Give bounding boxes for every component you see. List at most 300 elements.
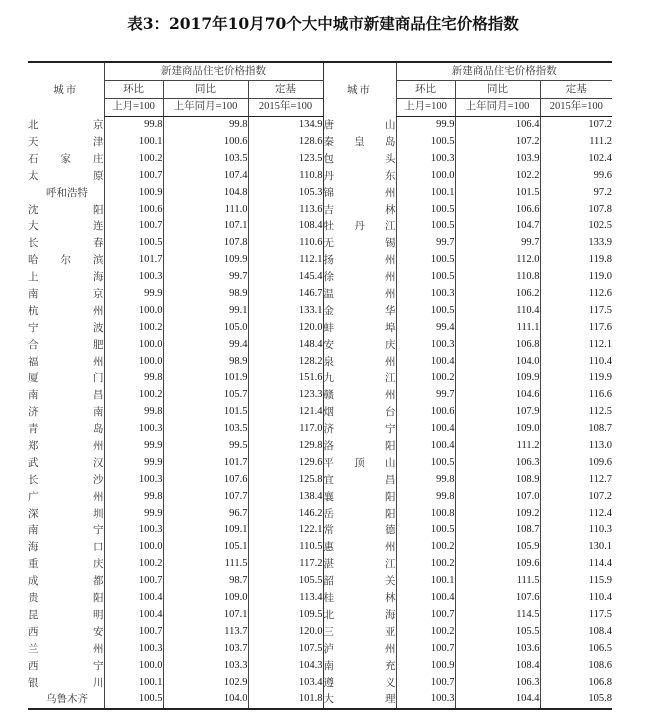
table-row <box>28 573 612 590</box>
yoy-value: 103.6 <box>455 640 540 657</box>
table-row <box>28 404 612 421</box>
mom-value: 99.9 <box>104 505 163 522</box>
table-row <box>28 640 612 657</box>
mom-value: 100.3 <box>396 150 455 167</box>
mom-value: 100.7 <box>104 218 163 235</box>
yoy-header: 同比 <box>163 80 248 98</box>
mom-value: 100.3 <box>396 691 455 709</box>
mom-value: 100.4 <box>396 353 455 370</box>
yoy-value: 111.1 <box>455 319 540 336</box>
city-name: 秦皇岛 <box>323 134 396 151</box>
city-name: 襄阳 <box>323 488 396 505</box>
mom-value: 100.1 <box>104 674 163 691</box>
base-value: 111.2 <box>540 134 612 151</box>
base-value: 148.4 <box>248 336 323 353</box>
price-index-table <box>28 61 612 710</box>
city-name: 福州 <box>28 355 104 368</box>
yoy-value: 107.8 <box>163 235 248 252</box>
yoy-value: 104.7 <box>455 218 540 235</box>
city-name: 扬州 <box>323 252 396 269</box>
city-name: 湛江 <box>323 556 396 573</box>
city-name: 合肥 <box>28 338 104 351</box>
base-value: 125.8 <box>248 471 323 488</box>
city-name: 三亚 <box>323 623 396 640</box>
city-name: 厦门 <box>28 372 104 385</box>
table-row <box>28 134 612 151</box>
base-value: 110.6 <box>248 235 323 252</box>
mom-value: 100.3 <box>396 336 455 353</box>
city-name: 西安 <box>28 625 104 638</box>
city-name: 济南 <box>28 406 104 419</box>
mom-value: 100.5 <box>396 454 455 471</box>
city-name: 南昌 <box>28 389 104 402</box>
table-row <box>28 150 612 167</box>
base-value: 108.4 <box>540 623 612 640</box>
mom-value: 100.7 <box>396 674 455 691</box>
base-value: 133.9 <box>540 235 612 252</box>
mom-value: 100.1 <box>396 184 455 201</box>
yoy-value: 96.7 <box>163 505 248 522</box>
table-row <box>28 235 612 252</box>
mom-value: 99.4 <box>396 319 455 336</box>
city-name: 赣州 <box>323 387 396 404</box>
yoy-value: 111.0 <box>163 201 248 218</box>
yoy-value: 104.8 <box>163 184 248 201</box>
yoy-value: 106.2 <box>455 286 540 303</box>
city-name: 太原 <box>28 169 104 182</box>
mom-value: 100.0 <box>104 302 163 319</box>
mom-value: 100.7 <box>396 640 455 657</box>
base-value: 117.0 <box>248 421 323 438</box>
city-name: 烟台 <box>323 404 396 421</box>
table-row <box>28 302 612 319</box>
mom-value: 100.9 <box>104 184 163 201</box>
city-name: 韶关 <box>323 573 396 590</box>
yoy-value: 109.1 <box>163 522 248 539</box>
base-value: 99.6 <box>540 167 612 184</box>
base-value: 116.6 <box>540 387 612 404</box>
base-value: 117.2 <box>248 556 323 573</box>
yoy-value: 108.9 <box>455 471 540 488</box>
base-value: 101.8 <box>248 691 323 709</box>
table-row <box>28 286 612 303</box>
base-value: 117.6 <box>540 319 612 336</box>
group-header: 新建商品住宅价格指数 <box>396 62 612 80</box>
city-name: 南宁 <box>28 524 104 537</box>
base-value: 119.8 <box>540 252 612 269</box>
base-value: 108.4 <box>248 218 323 235</box>
city-name: 哈尔滨 <box>28 254 104 267</box>
base-value: 97.2 <box>540 184 612 201</box>
city-name: 温州 <box>323 286 396 303</box>
mom-value: 100.0 <box>396 167 455 184</box>
city-name: 大理 <box>323 691 396 709</box>
mom-value: 100.5 <box>396 522 455 539</box>
city-name: 宁波 <box>28 321 104 334</box>
yoy-value: 103.3 <box>163 657 248 674</box>
city-name: 锦州 <box>323 184 396 201</box>
city-name: 无锡 <box>323 235 396 252</box>
city-name: 长沙 <box>28 473 104 486</box>
mom-value: 100.0 <box>104 539 163 556</box>
table-row <box>28 421 612 438</box>
base-base-header: 2015年=100 <box>248 98 323 116</box>
mom-value: 100.6 <box>396 404 455 421</box>
mom-value: 99.8 <box>104 116 163 133</box>
mom-value: 100.3 <box>104 640 163 657</box>
yoy-value: 105.5 <box>455 623 540 640</box>
base-value: 123.5 <box>248 150 323 167</box>
mom-header: 环比 <box>396 80 455 98</box>
base-value: 151.6 <box>248 370 323 387</box>
yoy-value: 109.2 <box>455 505 540 522</box>
city-name: 北海 <box>323 607 396 624</box>
base-value: 107.2 <box>540 116 612 133</box>
base-value: 112.1 <box>248 252 323 269</box>
yoy-value: 107.2 <box>455 134 540 151</box>
table-row <box>28 319 612 336</box>
yoy-value: 113.7 <box>163 623 248 640</box>
yoy-value: 100.6 <box>163 134 248 151</box>
mom-value: 99.8 <box>396 488 455 505</box>
yoy-value: 111.5 <box>163 556 248 573</box>
table-row <box>28 116 612 133</box>
yoy-value: 98.7 <box>163 573 248 590</box>
table-row <box>28 269 612 286</box>
mom-value: 100.3 <box>104 471 163 488</box>
base-value: 108.6 <box>540 657 612 674</box>
mom-value: 100.5 <box>396 302 455 319</box>
city-name: 包头 <box>323 150 396 167</box>
yoy-value: 105.0 <box>163 319 248 336</box>
yoy-value: 112.0 <box>455 252 540 269</box>
base-value: 120.0 <box>248 319 323 336</box>
city-name: 广州 <box>28 490 104 503</box>
mom-value: 100.2 <box>104 319 163 336</box>
base-value: 130.1 <box>540 539 612 556</box>
city-name: 丹东 <box>323 167 396 184</box>
table-row <box>28 539 612 556</box>
city-name: 兰州 <box>28 642 104 655</box>
mom-value: 100.3 <box>396 286 455 303</box>
mom-header: 环比 <box>104 80 163 98</box>
base-value: 133.1 <box>248 302 323 319</box>
base-value: 113.6 <box>248 201 323 218</box>
city-name: 昆明 <box>28 608 104 621</box>
city-name: 重庆 <box>28 558 104 571</box>
base-value: 113.4 <box>248 590 323 607</box>
base-value: 110.8 <box>248 167 323 184</box>
city-name: 武汉 <box>28 456 104 469</box>
table-row <box>28 590 612 607</box>
base-value: 117.5 <box>540 607 612 624</box>
mom-value: 100.3 <box>104 269 163 286</box>
base-value: 119.0 <box>540 269 612 286</box>
city-name: 常德 <box>323 522 396 539</box>
mom-value: 100.2 <box>396 370 455 387</box>
city-name: 金华 <box>323 302 396 319</box>
mom-value: 100.8 <box>396 505 455 522</box>
table-row <box>28 184 612 201</box>
yoy-value: 103.5 <box>163 421 248 438</box>
yoy-value: 107.4 <box>163 167 248 184</box>
table-title: 表3：2017年10月70个大中城市新建商品住宅价格指数 <box>127 14 519 33</box>
mom-value: 100.5 <box>396 134 455 151</box>
yoy-value: 104.0 <box>455 353 540 370</box>
table-row <box>28 471 612 488</box>
city-name: 成都 <box>28 575 104 588</box>
table-row <box>28 454 612 471</box>
mom-value: 99.8 <box>104 488 163 505</box>
yoy-value: 99.8 <box>163 116 248 133</box>
mom-value: 100.7 <box>104 167 163 184</box>
mom-value: 100.7 <box>396 607 455 624</box>
city-name: 平顶山 <box>323 454 396 471</box>
yoy-value: 111.2 <box>455 438 540 455</box>
city-name: 蚌埠 <box>323 319 396 336</box>
base-value: 112.5 <box>540 404 612 421</box>
yoy-value: 114.5 <box>455 607 540 624</box>
base-value: 102.5 <box>540 218 612 235</box>
table-row <box>28 370 612 387</box>
table-row <box>28 336 612 353</box>
base-value: 114.4 <box>540 556 612 573</box>
table-row <box>28 691 612 709</box>
yoy-value: 110.8 <box>455 269 540 286</box>
city-name: 沈阳 <box>28 203 104 216</box>
table-row <box>28 505 612 522</box>
base-value: 119.9 <box>540 370 612 387</box>
yoy-base-header: 上年同月=100 <box>163 98 248 116</box>
yoy-value: 106.3 <box>455 674 540 691</box>
yoy-value: 101.5 <box>455 184 540 201</box>
city-name: 惠州 <box>323 539 396 556</box>
yoy-header: 同比 <box>455 80 540 98</box>
yoy-value: 103.7 <box>163 640 248 657</box>
mom-value: 100.4 <box>396 438 455 455</box>
base-value: 146.2 <box>248 505 323 522</box>
yoy-value: 107.6 <box>163 471 248 488</box>
yoy-value: 99.5 <box>163 438 248 455</box>
yoy-value: 103.5 <box>163 150 248 167</box>
base-value: 102.4 <box>540 150 612 167</box>
yoy-value: 107.7 <box>163 488 248 505</box>
yoy-value: 107.9 <box>455 404 540 421</box>
mom-value: 99.8 <box>396 471 455 488</box>
mom-value: 99.9 <box>104 454 163 471</box>
base-value: 104.3 <box>248 657 323 674</box>
city-name: 石家庄 <box>28 152 104 165</box>
mom-value: 100.4 <box>104 607 163 624</box>
yoy-value: 108.7 <box>455 522 540 539</box>
mom-value: 100.3 <box>104 421 163 438</box>
yoy-value: 99.4 <box>163 336 248 353</box>
yoy-value: 102.2 <box>455 167 540 184</box>
base-value: 117.5 <box>540 302 612 319</box>
yoy-value: 106.4 <box>455 116 540 133</box>
mom-value: 100.7 <box>104 573 163 590</box>
base-value: 103.4 <box>248 674 323 691</box>
yoy-value: 99.7 <box>163 269 248 286</box>
base-header: 定基 <box>248 80 323 98</box>
yoy-value: 99.1 <box>163 302 248 319</box>
yoy-value: 103.9 <box>455 150 540 167</box>
city-name: 郑州 <box>28 440 104 453</box>
table-row <box>28 607 612 624</box>
yoy-value: 106.3 <box>455 454 540 471</box>
city-name: 遵义 <box>323 674 396 691</box>
mom-value: 100.5 <box>396 218 455 235</box>
base-value: 110.4 <box>540 353 612 370</box>
city-name: 宜昌 <box>323 471 396 488</box>
base-value: 145.4 <box>248 269 323 286</box>
base-value: 106.5 <box>540 640 612 657</box>
city-name: 天津 <box>28 136 104 148</box>
city-name: 大连 <box>28 220 104 233</box>
table-row <box>28 167 612 184</box>
mom-value: 99.8 <box>104 370 163 387</box>
mom-base-header: 上月=100 <box>104 98 163 116</box>
base-value: 120.0 <box>248 623 323 640</box>
base-value: 129.8 <box>248 438 323 455</box>
base-value: 105.5 <box>248 573 323 590</box>
yoy-value: 105.7 <box>163 387 248 404</box>
base-value: 107.5 <box>248 640 323 657</box>
city-name: 南京 <box>28 288 104 301</box>
city-name: 乌鲁木齐 <box>28 691 104 709</box>
mom-value: 99.7 <box>396 235 455 252</box>
base-value: 112.1 <box>540 336 612 353</box>
yoy-value: 104.6 <box>455 387 540 404</box>
city-name: 上海 <box>28 271 104 284</box>
base-value: 109.5 <box>248 607 323 624</box>
city-name: 徐州 <box>323 269 396 286</box>
mom-value: 100.2 <box>104 556 163 573</box>
yoy-value: 107.0 <box>455 488 540 505</box>
table-row <box>28 556 612 573</box>
base-value: 123.3 <box>248 387 323 404</box>
base-value: 110.5 <box>248 539 323 556</box>
mom-value: 100.1 <box>104 134 163 151</box>
base-value: 113.0 <box>540 438 612 455</box>
base-value: 138.4 <box>248 488 323 505</box>
city-name: 洛阳 <box>323 438 396 455</box>
mom-value: 100.2 <box>396 623 455 640</box>
mom-value: 100.0 <box>104 353 163 370</box>
yoy-value: 105.1 <box>163 539 248 556</box>
mom-value: 100.2 <box>104 387 163 404</box>
city-name: 泸州 <box>323 640 396 657</box>
mom-value: 100.2 <box>104 150 163 167</box>
city-name: 深圳 <box>28 507 104 520</box>
yoy-value: 111.5 <box>455 573 540 590</box>
mom-value: 100.0 <box>104 657 163 674</box>
base-value: 112.7 <box>540 471 612 488</box>
yoy-value: 109.0 <box>163 590 248 607</box>
city-name: 北京 <box>28 118 104 131</box>
city-column-header: 城市 <box>323 62 396 116</box>
city-name: 岳阳 <box>323 505 396 522</box>
city-name: 贵阳 <box>28 592 104 605</box>
mom-value: 99.9 <box>396 116 455 133</box>
yoy-value: 106.6 <box>455 201 540 218</box>
table-row <box>28 387 612 404</box>
base-value: 112.4 <box>540 505 612 522</box>
yoy-value: 101.5 <box>163 404 248 421</box>
base-value: 106.8 <box>540 674 612 691</box>
city-name: 安庆 <box>323 336 396 353</box>
base-value: 129.6 <box>248 454 323 471</box>
base-value: 107.2 <box>540 488 612 505</box>
city-name: 青岛 <box>28 423 104 436</box>
table-row <box>28 201 612 218</box>
base-value: 115.9 <box>540 573 612 590</box>
mom-value: 100.4 <box>396 590 455 607</box>
mom-value: 100.5 <box>396 201 455 218</box>
mom-value: 101.7 <box>104 252 163 269</box>
base-value: 107.8 <box>540 201 612 218</box>
base-value: 110.3 <box>540 522 612 539</box>
base-value: 109.6 <box>540 454 612 471</box>
yoy-value: 107.6 <box>455 590 540 607</box>
table-row <box>28 488 612 505</box>
mom-value: 100.4 <box>396 421 455 438</box>
mom-value: 100.5 <box>104 691 163 709</box>
mom-value: 100.5 <box>396 252 455 269</box>
base-value: 108.7 <box>540 421 612 438</box>
mom-value: 100.1 <box>396 573 455 590</box>
yoy-value: 109.6 <box>455 556 540 573</box>
yoy-value: 109.0 <box>455 421 540 438</box>
city-name: 长春 <box>28 237 104 250</box>
mom-value: 99.9 <box>104 286 163 303</box>
yoy-value: 106.8 <box>455 336 540 353</box>
yoy-value: 104.0 <box>163 691 248 709</box>
mom-value: 100.4 <box>104 590 163 607</box>
base-value: 110.4 <box>540 590 612 607</box>
yoy-base-header: 上年同月=100 <box>455 98 540 116</box>
mom-value: 100.5 <box>396 269 455 286</box>
city-name: 桂林 <box>323 590 396 607</box>
base-value: 128.6 <box>248 134 323 151</box>
mom-value: 99.7 <box>396 387 455 404</box>
city-name: 唐山 <box>323 116 396 133</box>
yoy-value: 98.9 <box>163 353 248 370</box>
table-row <box>28 674 612 691</box>
base-header: 定基 <box>540 80 612 98</box>
mom-value: 99.9 <box>104 438 163 455</box>
city-name: 海口 <box>28 541 104 554</box>
table-row <box>28 218 612 235</box>
table-row <box>28 623 612 640</box>
yoy-value: 99.7 <box>455 235 540 252</box>
mom-value: 100.2 <box>396 556 455 573</box>
base-value: 134.9 <box>248 116 323 133</box>
mom-value: 99.8 <box>104 404 163 421</box>
mom-value: 100.3 <box>104 522 163 539</box>
city-name: 呼和浩特 <box>46 186 88 199</box>
mom-value: 100.2 <box>396 539 455 556</box>
city-name: 西宁 <box>28 659 104 672</box>
table-row <box>28 522 612 539</box>
base-base-header: 2015年=100 <box>540 98 612 116</box>
yoy-value: 107.1 <box>163 218 248 235</box>
yoy-value: 110.4 <box>455 302 540 319</box>
city-name: 九江 <box>323 370 396 387</box>
mom-base-header: 上月=100 <box>396 98 455 116</box>
yoy-value: 107.1 <box>163 607 248 624</box>
city-name: 杭州 <box>28 304 104 317</box>
